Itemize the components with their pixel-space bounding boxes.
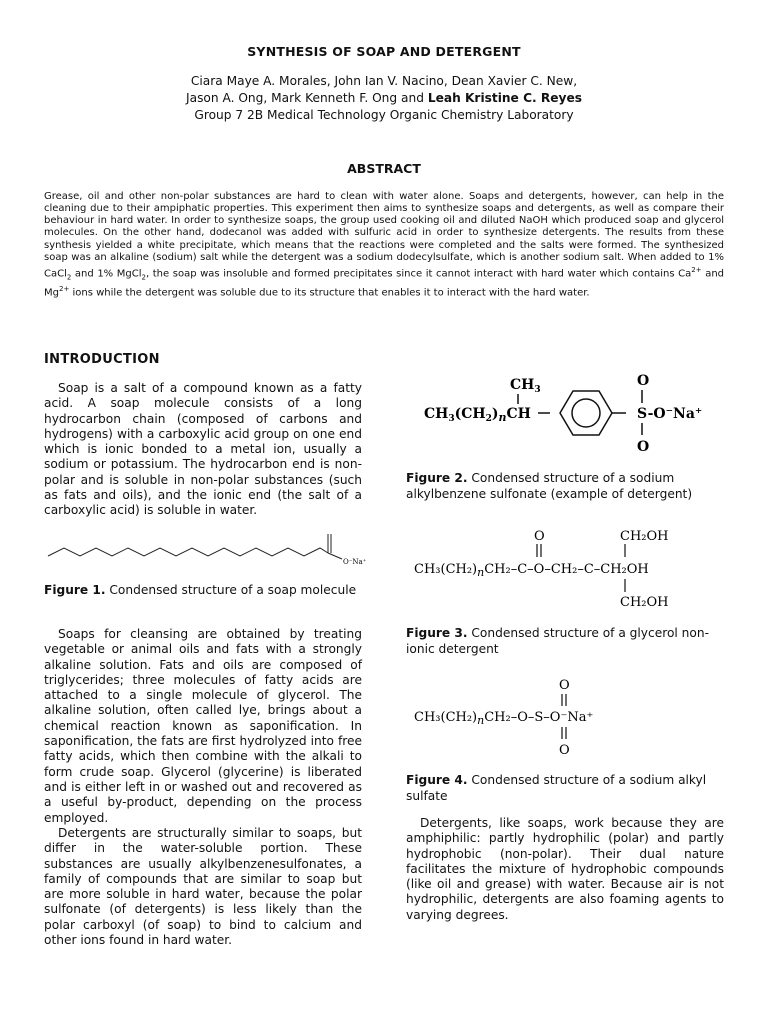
benzene-aromatic-circle	[572, 399, 600, 427]
sulfonyl-oxygen-bottom: O	[637, 439, 650, 455]
intro-paragraph-4: Detergents, like soaps, work because they are amphiphilic: partly hydrophilic (polar) and partly hydrophobic (non-polar). Their dual nature facilitates the mixture of hydrophobic compounds (like oil and grease) with water. Because air is not hydrophilic, detergents are also foaming agents to varying degrees.	[406, 816, 724, 922]
corresponding-author: Leah Kristine C. Reyes	[427, 91, 582, 105]
figure-3-caption: Figure 3. Condensed structure of a glycerol non-ionic detergent	[406, 626, 709, 656]
alkyl-chain: $CH_3(CH_2)_nCH$	[424, 406, 531, 424]
carboxylate-label: O⁻Na⁺	[343, 558, 367, 566]
carboxylate-bond	[328, 553, 342, 559]
introduction-heading: INTRODUCTION	[44, 352, 160, 367]
figure-3-glycerol-detergent	[410, 523, 726, 615]
authors-line-1: Ciara Maye A. Morales, John Ian V. Nacino, Dean Xavier C. New,	[190, 74, 578, 88]
figure-1-soap-structure	[44, 528, 367, 572]
figure-2-alkylbenzene-sulfonate	[410, 355, 726, 459]
sulfonate-group: S-O⁻Na⁺	[637, 406, 703, 422]
abstract-text: Grease, oil and other non-polar substances are hard to clean with water alone. Soaps and detergents, however, can help in the cleaning due to their ampiphatic properties. This experiment then aims to synthesize soaps and detergents, as well as compare their behaviour in hard water. In order to synthesize soaps, the group used cooking oil and diluted NaOH which produced soap and glycerol molecules. On the other hand, dodecanol was added with sulfuric acid in order to synthesize detergents. The results from these synthesis yielded a white precipitate, which means that the reactions were completed and the salts were formed. The synthesized soap was an alkaline (sodium) salt while the detergent was a sodium dodecylsulfate, which is another sodium salt. When added to 1% CaCl$_2$ and 1% MgCl$_2$, the soap was insoluble and formed precipitates since it cannot interact with hard water which contains $Ca^{2+}$ and $Mg^{2+}$ ions while the detergent was soluble due to its structure that enables it to interact with the hard water.	[44, 191, 725, 299]
figure-1-caption: Figure 1. Condensed structure of a soap molecule	[44, 583, 357, 597]
sulfonyl-oxygen-top: O	[637, 373, 650, 389]
abstract-heading: ABSTRACT	[347, 161, 421, 176]
intro-paragraph-3: Detergents are structurally similar to soaps, but differ in the water-soluble portion. These substances are usually alkylbenzenesulfonates, a family of compounds that are similar to soap but are more soluble in hard water, because the polar sulfonate (of detergents) is less likely than the polar carboxyl (of soap) to bind to calcium and other ions found in hard water.	[44, 826, 362, 948]
hydroxymethyl-bottom: CH₂OH	[620, 595, 669, 610]
alkyl-sulfate-chain: $CH_3(CH_2)_nCH_2-O-S-O^-Na^+$	[414, 710, 594, 727]
benzene-ring	[560, 391, 612, 435]
carbonyl-oxygen: O	[534, 529, 545, 544]
affiliation: Group 7 2B Medical Technology Organic Chemistry Laboratory	[194, 108, 574, 122]
hydroxymethyl-top: CH₂OH	[620, 529, 669, 544]
methyl-group: $CH_3$	[510, 377, 541, 395]
figure-4-caption: Figure 4. Condensed structure of a sodium alkyl sulfate	[406, 773, 707, 803]
glycerol-main-chain: $CH_3(CH_2)_nCH_2-C-O-CH_2-C$–CH₂OH	[414, 562, 649, 579]
sulfate-oxygen-bottom: O	[559, 743, 570, 758]
soap-hydrocarbon-chain	[48, 548, 328, 556]
authors-line-2-text: Jason A. Ong, Mark Kenneth F. Ong and	[186, 91, 428, 105]
figure-4-alkyl-sulfate	[410, 674, 726, 760]
authors-line-2	[0, 90, 768, 107]
intro-paragraph-1: Soap is a salt of a compound known as a fatty acid. A soap molecule consists of a long hydrocarbon chain (composed of carbons and hydrogens) with a carboxylic acid group on one end which is ionic bonded to a metal ion, usually a sodium or potassium. The hydrocarbon end is non-polar and is soluble in non-polar substances (such as fats and oils), and the ionic end (the salt of a carboxylic acid) is soluble in water.	[44, 381, 362, 518]
figure-2-caption: Figure 2. Condensed structure of a sodium alkylbenzene sulfonate (example of detergent)	[406, 471, 693, 501]
paper-title: SYNTHESIS OF SOAP AND DETERGENT	[247, 44, 521, 59]
author-block	[0, 73, 768, 124]
sulfate-oxygen-top: O	[559, 678, 570, 693]
intro-paragraph-2: Soaps for cleansing are obtained by treating vegetable or animal oils and fats with a strongly alkaline solution. Fats and oils are composed of triglycerides; three molecules of fatty acids are attached to a single molecule of glycerol. The alkaline solution, often called lye, brings about a chemical reaction known as saponification. In saponification, the fats are first hydrolyzed into free fatty acids, which then combine with the alkali to form crude soap. Glycerol (glycerine) is liberated and is either left in or washed out and recovered as a useful by-product, depending on the process employed.	[44, 627, 362, 825]
